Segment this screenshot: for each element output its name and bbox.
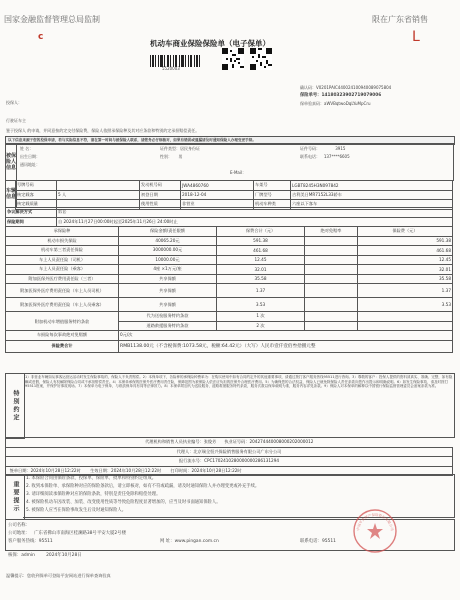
supervisor-text: 国家金融监督管理总局监制 bbox=[4, 15, 100, 24]
policy-number: 保险单号：14180323902719079006 bbox=[300, 93, 382, 98]
preamble-text: 鉴于投保人 的申请，并同意按约定交付保险费，保险人依照承保险种及其对应条款和特别约定承担赔偿责任。 bbox=[6, 128, 200, 133]
premium-total-row bbox=[6, 340, 453, 352]
insured-id-number: 证件号码： 3915 bbox=[300, 146, 346, 151]
dispute-label: 争议解决方式 bbox=[6, 208, 57, 218]
insured-id-type: 证件类型：居民身份证 bbox=[160, 146, 200, 151]
service-item-name: 道路救援服务特约条款 bbox=[119, 321, 217, 331]
company-address: 公司地址： 广东省佛山市南海区桂澜路38号平安大厦2号楼 bbox=[8, 531, 126, 536]
insured-gender: 性别： 男 bbox=[160, 154, 183, 159]
insured-phone: 联系电话： 137****6605 bbox=[300, 154, 350, 159]
coverage-deduct bbox=[305, 236, 358, 246]
use-label: 使用性质 bbox=[140, 200, 181, 210]
barcode-digits: 5520003 bbox=[162, 66, 180, 71]
deductible-label: 车损险每次事故绝对免赔额 bbox=[6, 331, 119, 341]
agent-table bbox=[5, 437, 453, 476]
coverage-name: 机动车损失保险 bbox=[6, 236, 119, 246]
special-side-label: 特别约定 bbox=[5, 373, 25, 439]
coverage-deduct bbox=[305, 284, 358, 298]
coverage-header: 承保险种 bbox=[6, 227, 119, 237]
insured-name: 姓 名： bbox=[20, 146, 34, 151]
first-reg-value: 2018-12-04 bbox=[181, 190, 254, 200]
corner-mark-right: L bbox=[412, 29, 420, 45]
vehicle-table bbox=[15, 180, 453, 210]
company-phone: 联系电话：95511 bbox=[300, 539, 336, 544]
document-title: 机动车商业保险保险单（电子保单） bbox=[150, 39, 270, 48]
deductible-row bbox=[6, 331, 453, 341]
qr-code-1 bbox=[222, 48, 244, 70]
notice-item: 4. 被保险机动车因改装、加装、改变使用性质等导致危险程度显著增加的，应当及时书面通知保险人。 bbox=[26, 500, 221, 505]
coverage-amount: 3000000.00元 bbox=[119, 246, 217, 256]
coverage-header: 保险金额/责任限额 bbox=[119, 227, 217, 237]
coverage-total: 32.01 bbox=[217, 265, 305, 275]
notice-item: 5. 被保险人应当在保险事故发生后及时通知保险人。 bbox=[26, 508, 126, 513]
load-label: 核定载质量 bbox=[16, 200, 57, 210]
coverage-amount: 共享保额 bbox=[119, 284, 217, 298]
agent-info: 代理机构和销售人员执业编号：张俊芳 执业证号码：204274440008000202000012 bbox=[6, 438, 453, 448]
coverage-amount: 共享保额 bbox=[119, 298, 217, 312]
dispute-value: 诉讼 bbox=[57, 208, 453, 218]
coverage-row bbox=[6, 298, 453, 312]
coverage-premium: 461.68 bbox=[358, 246, 453, 256]
qr-code-2 bbox=[250, 48, 272, 70]
service-item-count: 1 次 bbox=[217, 312, 305, 322]
confirm-code: 确认码：V0201PAIC440024100940089075804 bbox=[300, 85, 392, 90]
seats-label: 核定载客 bbox=[16, 190, 57, 200]
deductible-value: 0元/次 bbox=[119, 331, 453, 341]
coverage-row bbox=[6, 246, 453, 256]
insured-dob: 出生日期： bbox=[20, 154, 40, 159]
notice-item: 2. 收到本保险单、承保险种对应的保险条款后，请立即核对，如有不符或疏漏，请及时通知保险人并办理变更或补充手续。 bbox=[26, 484, 260, 489]
coverage-table bbox=[5, 226, 453, 353]
type-value: 六座以下客车 bbox=[291, 200, 453, 210]
dates-row: 签单日期：2024年10月28日12:22时 生效日期：2024年10月28日12:22时 打印时间：2024年10月28日12:22时 bbox=[6, 466, 453, 476]
coverage-premium: 3.53 bbox=[358, 298, 453, 312]
vehicle-owner-label: 行驶证车主 bbox=[6, 118, 26, 123]
coverage-row bbox=[6, 265, 453, 275]
coverage-header: 保险费（元） bbox=[358, 227, 453, 237]
svg-text:中国平安财产保险股份有限公司: 中国平安财产保险股份有限公司 bbox=[356, 512, 394, 532]
period-label: 保险期间 bbox=[6, 217, 57, 227]
applicant-label: 投保人： bbox=[6, 100, 22, 105]
coverage-header: 绝对免赔率 bbox=[305, 227, 358, 237]
coverage-premium: 12.45 bbox=[358, 255, 453, 265]
plate-value bbox=[57, 181, 140, 191]
service-item-count: 2 次 bbox=[217, 321, 305, 331]
period-table bbox=[5, 207, 453, 227]
coverage-row bbox=[6, 236, 453, 246]
use-value: 非营业 bbox=[181, 200, 254, 210]
model-label: 厂牌型号 bbox=[254, 190, 291, 200]
coverage-deduct bbox=[305, 274, 358, 284]
coverage-name: 车上人员责任险（司机） bbox=[6, 255, 119, 265]
coverage-deduct bbox=[305, 298, 358, 312]
coverage-name: 附加医保外医疗费用责任险（车上人员乘客） bbox=[6, 298, 119, 312]
engine-value: JWA4860760 bbox=[181, 181, 254, 191]
insured-email: E-Mail： bbox=[230, 170, 247, 175]
footer-note: 温馨提示：您收到保单可登陆平安网站进行保单查询验真 bbox=[6, 573, 111, 578]
coverage-name: 附加医保外医疗费用责任险（三者） bbox=[6, 274, 119, 284]
coverage-total: 1.37 bbox=[217, 284, 305, 298]
service-label: 附加机动车增值服务特约条款 bbox=[6, 312, 119, 331]
coverage-amount: 10000.00元 bbox=[119, 255, 217, 265]
model-value: 吉利美日MR7152L33轿车 bbox=[291, 190, 453, 200]
type-label: 机动车种类 bbox=[254, 200, 291, 210]
coverage-name: 附加医保外医疗费用责任险（车上人员司机） bbox=[6, 284, 119, 298]
tip-text: 以下信息来源于您的投保申请，若与实际信息不符，请在第一时间与被保险人联系，请您务必仔细核对，如果有错误或遗漏请及时通知保险人办理变更手续。 bbox=[8, 138, 256, 142]
coverage-name: 车上人员责任险（乘客） bbox=[6, 265, 119, 275]
engine-label: 发动机号码 bbox=[140, 181, 181, 191]
barcode-left bbox=[150, 52, 200, 64]
coverage-header: 保费合计（元） bbox=[217, 227, 305, 237]
underwriter: 核保：admin 2024年10月28日 bbox=[8, 553, 82, 558]
company-hotline: 客户服务热线：95511 bbox=[8, 539, 53, 544]
premium-total-label: 保险费合计 bbox=[6, 340, 119, 352]
seal-text bbox=[352, 508, 398, 554]
seats-value: 5 人 bbox=[57, 190, 140, 200]
sales-code: 报行流水号：CPC1702410280000000286131294 bbox=[6, 457, 453, 467]
coverage-row bbox=[6, 255, 453, 265]
service-row bbox=[6, 312, 453, 322]
coverage-total: 461.68 bbox=[217, 246, 305, 256]
coverage-amount: 共享保额 bbox=[119, 274, 217, 284]
coverage-row bbox=[6, 284, 453, 298]
coverage-amount: 4座 ×1万元/座 bbox=[119, 265, 217, 275]
verify-code: 保单验真码：aWVBqtwoDqLYuMpCru bbox=[300, 101, 371, 106]
service-item-name: 代为送检服务特约条款 bbox=[119, 312, 217, 322]
coverage-header-row bbox=[6, 227, 453, 237]
notice-item: 1. 本保险合同由保险条款、投保单、保险单、批单和特别约定组成。 bbox=[26, 476, 157, 481]
vin-value: LGBT8245H3N097842 bbox=[291, 181, 453, 191]
company-website: 网 址：www.pingan.com.cn bbox=[160, 539, 219, 544]
special-text: 1）非营业车辆如从事客运营运活动时发生保险事故的，保险人不负责赔偿。2）本保单项下，各险种的承保险种费率为：在购买使用中如有合同约定外的其他重要事项，请通过拨打客户服务热线95511进行咨询。3）尊敬的客户：投保人提供的资料须真实、准确、完整，如有隐瞒或虚假，保险人有权解除保险合同或不承担赔偿责任。4）本保单承保的医保外医疗费用责任险，保障范围为被保险人依法应负担的医保外合理医疗费用。5）为确保您的合法权益，保险人已就免除保险人责任条款向您作出提示和明确说明。6）如发生保险事故，请及时拨打95511报案，并保护好事故现场。7）本保单为电子保单，与纸质保单具有同等法律效力。8）本保单附加代为送检服务、道路救援服务特约条款，服务次数以保单载明为准，服务内容详见条款。9）保险人对本保单的解释以中国银行保险监督管理委员会备案条款为准。 bbox=[23, 373, 455, 438]
vehicle-side-label: 车辆信息 bbox=[5, 180, 17, 208]
period-value: 自 2024年11月27日00:00时起至2025年11月26日 24:00时止 bbox=[57, 217, 453, 227]
coverage-deduct bbox=[305, 265, 358, 275]
coverage-premium: 35.58 bbox=[358, 274, 453, 284]
coverage-amount: 40065.20元 bbox=[119, 236, 217, 246]
coverage-name: 机动车第三者责任保险 bbox=[6, 246, 119, 256]
coverage-deduct bbox=[305, 255, 358, 265]
coverage-total: 12.45 bbox=[217, 255, 305, 265]
coverage-premium: 591.38 bbox=[358, 236, 453, 246]
region-text: 限在广东省销售 bbox=[372, 15, 428, 24]
vin-label: 车架号 bbox=[254, 181, 291, 191]
coverage-premium: 32.01 bbox=[358, 265, 453, 275]
notice-side-label: 重要提示 bbox=[5, 474, 25, 520]
coverage-total: 3.53 bbox=[217, 298, 305, 312]
corner-mark-left: c bbox=[38, 32, 44, 42]
coverage-total: 591.38 bbox=[217, 236, 305, 246]
coverage-deduct bbox=[305, 246, 358, 256]
insured-address: 通讯地址： bbox=[20, 162, 40, 167]
coverage-premium: 1.37 bbox=[358, 284, 453, 298]
agent-org: 代理人：北京瑞全恒兴保险销售服务有限公司广东分公司 bbox=[6, 447, 453, 457]
plate-label: 号牌号码 bbox=[16, 181, 57, 191]
first-reg-label: 初登日期 bbox=[140, 190, 181, 200]
insured-info-box bbox=[15, 143, 454, 181]
notice-item: 3. 请详细阅读承保险种对应的保险条款，特别是责任免除和赔偿处理。 bbox=[26, 492, 161, 497]
premium-total-value: RMB1138.00元（不含税保费:1073.58元，税额:64.42元）（大写）人民币壹仟壹佰叁拾捌元整 bbox=[119, 340, 453, 352]
coverage-total: 35.58 bbox=[217, 274, 305, 284]
company-name: 公司名称： bbox=[8, 523, 30, 528]
coverage-row bbox=[6, 274, 453, 284]
insured-side-label: 被保险人信息 bbox=[5, 143, 17, 181]
